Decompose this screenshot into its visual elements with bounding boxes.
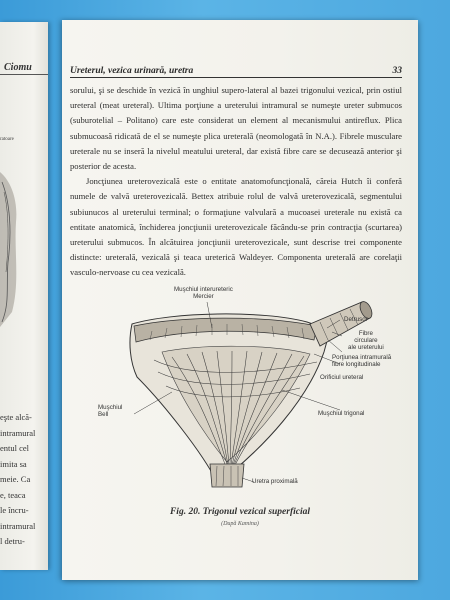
text-line: intramural (0, 427, 36, 438)
figure-credit: (După Kamina) (221, 521, 259, 527)
page-number: 33 (392, 66, 402, 76)
label-trigonal-muscle: Muşchiul trigonal (318, 410, 365, 417)
running-title: Ureterul, vezica urinară, uretra (70, 66, 194, 76)
previous-page (0, 22, 48, 570)
paragraph: sorului, şi se deschide în vezică în unghiul supero-lateral al bazei trigonului vezical, prin ostiul ureteral (meat ureteral). Ultima porţiune a ureterului intramural se numeşte ureter submucos (suburotelial – Politano) care este considerat un element al mecanismului antireflux. Plica submucoasă ridicată de el se numeşte plica ureterală (neomologată în N.A.). Fibrele musculare ureterale nu se inseră la nivelul meatului ureteral, dar există fibre care se decusează anterior şi posterior de acesta. (70, 85, 402, 172)
label-mercier-muscle: Muşchiul interureteric Mercier (174, 286, 233, 300)
bladder-trigone-illustration (92, 282, 392, 497)
label-bell-muscle: Muşchiul Bell (98, 404, 123, 418)
previous-page-header (0, 62, 48, 75)
label-detrusor: Detrusor (344, 316, 368, 323)
label-proximal-urethra: Uretra proximală (252, 478, 298, 485)
book-page (62, 20, 418, 580)
figure-caption: Fig. 20. Trigonul vezical superficial (169, 507, 311, 517)
anatomical-figure (92, 282, 392, 497)
text-line: le încru- (0, 505, 29, 515)
text-line: entul cel (0, 443, 30, 453)
paragraph: Joncţiunea ureterovezicală este o entitate anatomofuncţională, căreia Hutch îi conferă numele de valvă ureterovezicală. Bettex atribuie rolul de valvă ureterovezicală, segmentului subiunucos al ureterului terminal; o formaţiune valvulară a mucoasei ureterale nu există ca entitate anatomică, închiderea joncţiunii ureterovezicale făcându-se prin contracţia (scurtarea) ureterului submucos. În alcătuirea joncţiunii ureterovezicale, sunt descrise trei componente distincte: ureterală, vezicală şi teaca ureterică Waldeyer. Componenta ureterală are corelaţii vasculo-nervoase cu cea vezicală. (70, 176, 402, 278)
text-line: e, teaca (0, 489, 26, 500)
previous-page-text (0, 410, 48, 550)
body-text (70, 83, 402, 281)
text-line: intramural (0, 520, 36, 531)
text-line: eşte alcă- (0, 412, 32, 422)
running-header (70, 66, 402, 78)
previous-page-illustration (0, 162, 22, 332)
previous-page-label: ratoare (0, 137, 14, 142)
text-line: meie. Ca (0, 474, 31, 484)
label-ureteral-orifice: Orificiul ureteral (320, 374, 364, 381)
text-line: l detru- (0, 536, 25, 546)
previous-page-header-text: Ciomu (4, 62, 32, 73)
label-circular-fibers: Fibre circulare ale ureterului (348, 330, 384, 351)
label-intramural-portion: Porţiunea intramurală fibre longitudinale (332, 354, 392, 368)
text-line: imita sa (0, 458, 27, 469)
